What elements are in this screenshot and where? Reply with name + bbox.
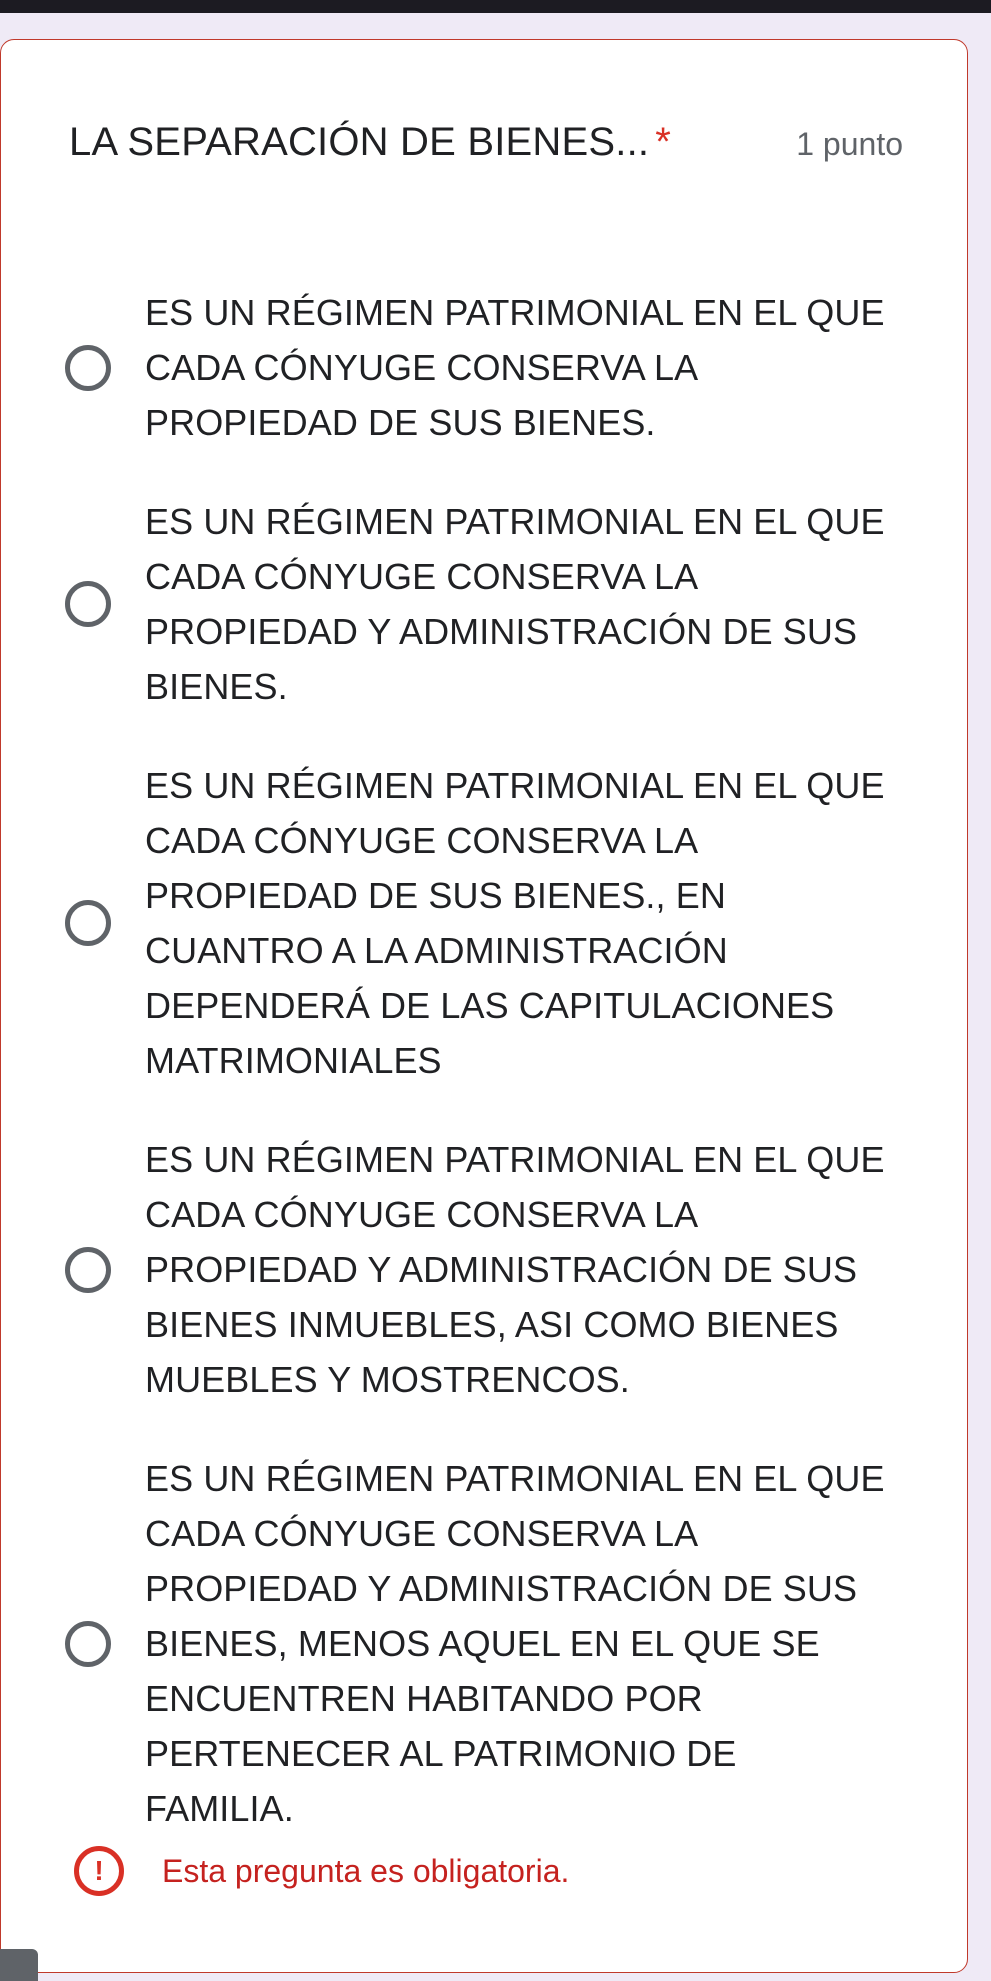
radio-button[interactable] — [65, 345, 111, 391]
radio-button[interactable] — [65, 1621, 111, 1667]
question-title-text: LA SEPARACIÓN DE BIENES... — [69, 120, 650, 164]
option-label: ES UN RÉGIMEN PATRIMONIAL EN EL QUE CADA CÓNYUGE CONSERVA LA PROPIEDAD DE SUS BIENES. — [145, 292, 885, 443]
option-2[interactable] — [65, 494, 895, 714]
error-icon — [74, 1846, 124, 1896]
option-label: ES UN RÉGIMEN PATRIMONIAL EN EL QUE CADA CÓNYUGE CONSERVA LA PROPIEDAD Y ADMINISTRACIÓN DE SUS BIENES INMUEBLES, ASI COMO BIENES MUEBLES Y MOSTRENCOS. — [145, 1139, 885, 1400]
required-error — [74, 1846, 569, 1896]
question-points: 1 punto — [796, 126, 903, 162]
options-list — [65, 285, 895, 1880]
option-label: ES UN RÉGIMEN PATRIMONIAL EN EL QUE CADA CÓNYUGE CONSERVA LA PROPIEDAD DE SUS BIENES., EN CUANTRO A LA ADMINISTRACIÓN DEPENDERÁ DE LAS CAPITULACIONES MATRIMONIALES — [145, 765, 885, 1081]
option-5[interactable] — [65, 1451, 895, 1836]
option-label: ES UN RÉGIMEN PATRIMONIAL EN EL QUE CADA CÓNYUGE CONSERVA LA PROPIEDAD Y ADMINISTRACIÓN DE SUS BIENES. — [145, 501, 885, 707]
error-message: Esta pregunta es obligatoria. — [162, 1852, 570, 1889]
corner-tab — [0, 1949, 38, 1981]
question-header — [69, 112, 903, 172]
option-1[interactable] — [65, 285, 895, 450]
radio-button[interactable] — [65, 581, 111, 627]
required-asterisk: * — [655, 120, 671, 164]
question-card — [0, 39, 968, 1973]
option-4[interactable] — [65, 1132, 895, 1407]
top-bar — [0, 0, 991, 13]
radio-button[interactable] — [65, 900, 111, 946]
question-title — [69, 120, 671, 165]
radio-button[interactable] — [65, 1247, 111, 1293]
option-label: ES UN RÉGIMEN PATRIMONIAL EN EL QUE CADA CÓNYUGE CONSERVA LA PROPIEDAD Y ADMINISTRACIÓN DE SUS BIENES, MENOS AQUEL EN EL QUE SE ENCUENTREN HABITANDO POR PERTENECER AL PATRIMONIO DE FAMILIA. — [145, 1458, 885, 1829]
option-3[interactable] — [65, 758, 895, 1088]
